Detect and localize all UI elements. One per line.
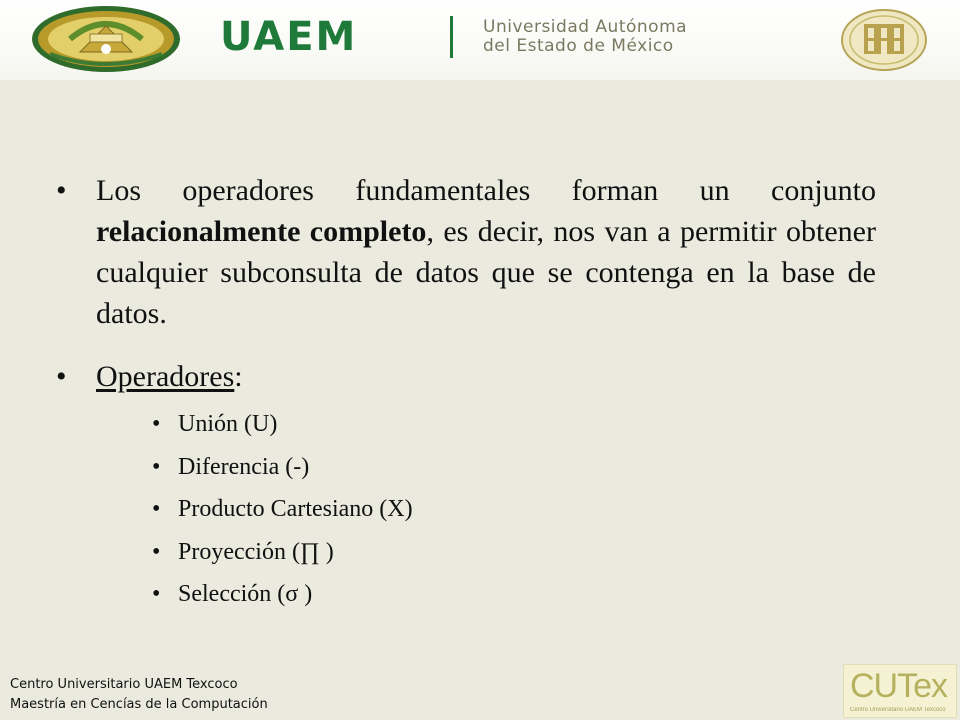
sub-bullet-dot: • [152, 538, 161, 565]
footer-institution [10, 675, 268, 715]
operator-label: Selección (σ ) [178, 581, 313, 607]
cutex-logo-text: CUTex [850, 667, 948, 705]
bullet1-bold-term: relacionalmente completo [96, 215, 427, 248]
bullet1-text-post: , es decir, nos van a permitir obtener cualquier subconsulta de datos que se contenga en la base de datos. [96, 215, 876, 330]
bullet-relational-completeness [56, 170, 876, 334]
logo-divider [450, 16, 453, 58]
operator-item-projection [152, 531, 876, 574]
operator-label: Producto Cartesiano (X) [178, 496, 413, 522]
slide-body [56, 170, 876, 616]
operator-item-selection [152, 573, 876, 616]
footer-line2: Maestría en Cencías de la Computación [10, 697, 268, 712]
header-banner [0, 0, 960, 80]
uaem-logo-text: UAEM [220, 14, 358, 60]
bullet1-text-pre: Los operadores fundamentales forman un conjunto [96, 174, 876, 207]
operator-label: Proyección (∏ ) [178, 538, 334, 565]
operator-label: Unión (U) [178, 411, 278, 437]
bullet-operators [56, 356, 876, 397]
bullet-dot: • [56, 174, 67, 207]
sub-bullet-dot: • [152, 411, 161, 437]
operators-label: Operadores [96, 360, 235, 393]
university-name-line2: del Estado de México [483, 36, 674, 56]
operators-list [56, 403, 876, 616]
operators-heading [96, 356, 876, 397]
operators-colon: : [234, 360, 243, 393]
bullet-paragraph [96, 170, 876, 334]
operator-label: Diferencia (-) [178, 453, 310, 480]
sub-bullet-dot: • [152, 581, 161, 607]
operator-item-cartesian-product [152, 488, 876, 531]
cutex-logo [843, 664, 957, 718]
bullet-dot: • [56, 360, 67, 393]
sub-bullet-dot: • [152, 496, 161, 522]
uaem-seal-logo [30, 4, 182, 74]
university-name [483, 18, 687, 56]
footer-line1: Centro Universitario UAEM Texcoco [10, 677, 238, 692]
university-name-line1: Universidad Autónoma [483, 17, 688, 37]
sub-bullet-dot: • [152, 453, 161, 480]
cutex-logo-subtitle: Centro Universitario UAEM Texcoco [850, 707, 946, 713]
anniversary-seal-logo [840, 8, 928, 72]
operator-item-union [152, 403, 876, 446]
operator-item-difference [152, 446, 876, 489]
